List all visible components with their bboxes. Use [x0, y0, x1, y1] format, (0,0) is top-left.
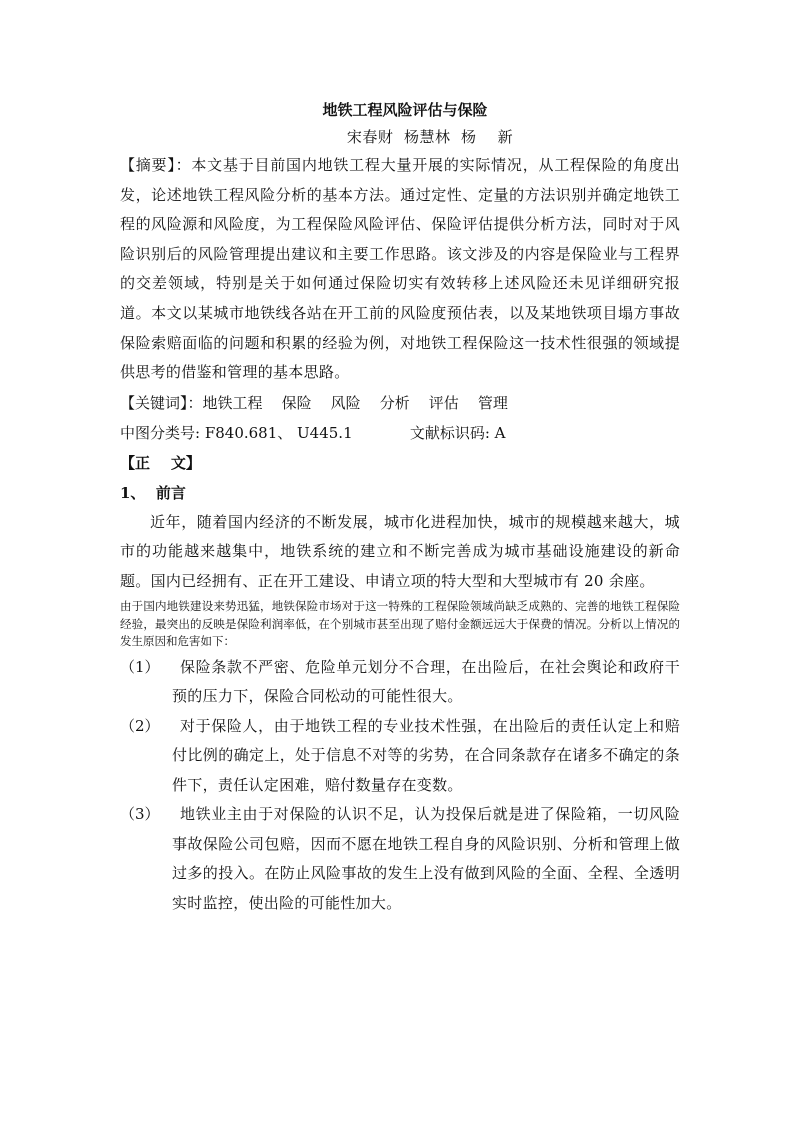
list-item-number: （3） [120, 805, 160, 824]
classification-line: 中图分类号: F840.681、 U445.1 文献标识码: A [120, 423, 506, 442]
preface-small-paragraph: 由于国内地铁建设来势迅猛，地铁保险市场对于这一特殊的工程保险领域尚缺乏成熟的、完善的地铁工程保险经验，最突出的反映是保险利润率低，在个别城市甚至出现了赔付金额远远大于保费的情况。分析以上情况的发生原因和危害如下： [120, 599, 680, 649]
paper-title: 地铁工程风险评估与保险 [322, 101, 488, 119]
list-item-number: （1） [120, 657, 160, 676]
list-item [120, 653, 680, 712]
document-page [120, 95, 680, 918]
list-item-text: 保险条款不严密、危险单元划分不合理，在出险后，在社会舆论和政府干预的压力下，保险合同松动的可能性很大。 [172, 657, 680, 706]
list-item-text: 地铁业主由于对保险的认识不足，认为投保后就是进了保险箱，一切风险事故保险公司包赔，因而不愿在地铁工程自身的风险识别、分析和管理上做过多的投入。在防止风险事故的发生上没有做到风险的全面、全程、全透明实时监控，使出险的可能性加大。 [172, 805, 680, 912]
body-heading: 【正 文】 [120, 453, 201, 472]
list-item [120, 800, 680, 918]
section-heading-preface: 1、 前言 [120, 483, 186, 502]
list-item [120, 712, 680, 801]
keywords-line [120, 388, 680, 418]
preface-paragraph: 近年，随着国内经济的不断发展，城市化进程加快，城市的规模越来越大，城市的功能越来越集中，地铁系统的建立和不断完善成为城市基础设施建设的新命题。国内已经拥有、正在开工建设、申请立项的特大型和大型城市有 20 余座。 [120, 512, 680, 590]
list-item-number: （2） [120, 716, 160, 735]
abstract-label: 【摘要】： [120, 156, 192, 174]
abstract-text: 本文基于目前国内地铁工程大量开展的实际情况，从工程保险的角度出发，论述地铁工程风险分析的基本方法。通过定性、定量的方法识别并确定地铁工程的风险源和风险度，为工程保险风险评估、保险评估提供分析方法，同时对于风险识别后的风险管理提出建议和主要工作思路。该文涉及的内容是保险业与工程界的交差领域，特别是关于如何通过保险切实有效转移上述风险还未见详细研究报道。本文以某城市地铁线各站在开工前的风险度预估表，以及某地铁项目塌方事故保险索赔面临的问题和积累的经验为例，对地铁工程保险这一技术性很强的领域提供思考的借鉴和管理的基本思路。 [120, 156, 680, 382]
paper-authors: 宋春财 杨慧林 杨 新 [346, 128, 514, 146]
keywords-label: 【关键词】： [120, 393, 203, 412]
list-item-text: 对于保险人，由于地铁工程的专业技术性强，在出险后的责任认定上和赔付比例的确定上，处于信息不对等的劣势，在合同条款存在诸多不确定的条件下，责任认定困难，赔付数量存在变数。 [172, 716, 680, 794]
abstract-paragraph [120, 151, 680, 388]
keywords-text: 地铁工程 保险 风险 分析 评估 管理 [202, 393, 508, 412]
